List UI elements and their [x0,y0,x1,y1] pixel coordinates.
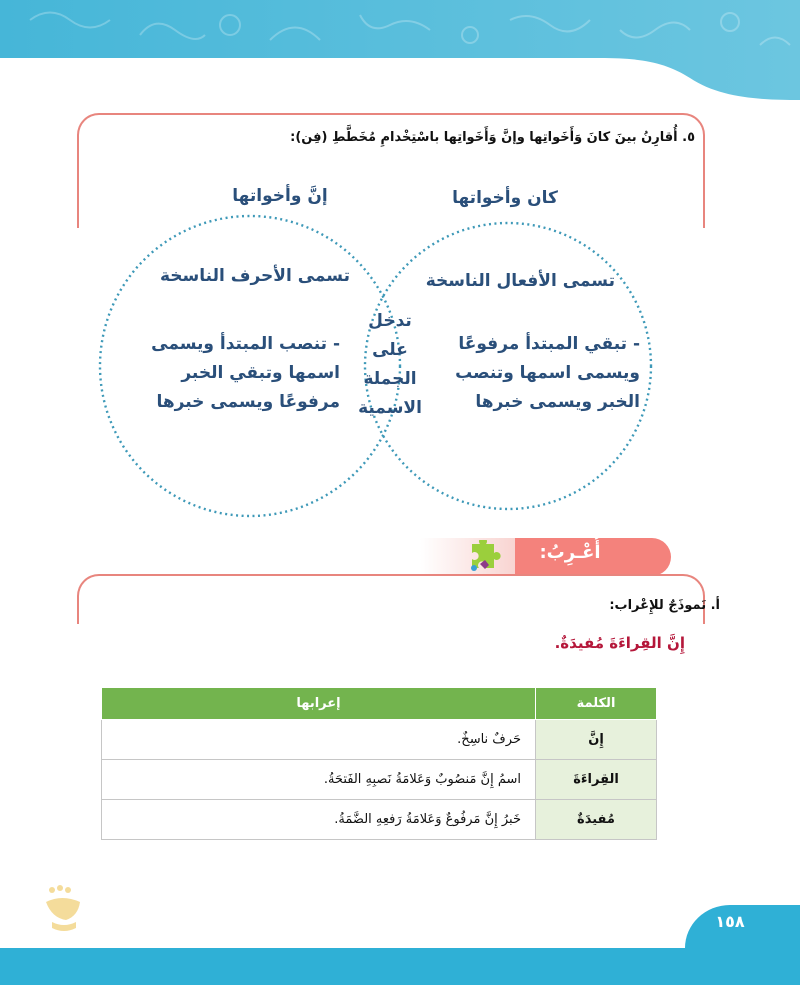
table-header-row [102,688,657,720]
table-row [102,800,657,840]
venn-title-inna: إنَّ وأخواتها [232,186,328,206]
question-5-text: ٥. أُقارِنُ بينَ كانَ وَأَخَواتِها وإنَّ وَأَخَواتِها باسْتِخْدامِ مُخَطَّطِ (فِن): [290,130,695,145]
cell-meaning: خَبرُ إِنَّ مَرفُوعٌ وَعَلامَةُ رَفعِهِ الضَّمَةُ. [102,800,536,840]
header-meaning: إعرابها [102,688,536,720]
example-sentence: إِنَّ القِراءَةَ مُفيدَةٌ. [554,634,685,652]
cell-meaning: حَرفٌ ناسِخٌ. [102,720,536,760]
publisher-logo-icon [40,884,86,934]
venn-body-kana-line: الخبر ويسمى خبرها [475,392,640,412]
venn-body-kana-line: ويسمى اسمها وتنصب [455,363,640,383]
cell-word: القِراءَةَ [536,760,657,800]
venn-body-inna-line: اسمها وتبقي الخبر [181,363,340,383]
section-title: أُعْـرِبُ: [539,542,601,563]
venn-center-line: على [372,340,408,360]
venn-body-kana [440,330,640,417]
venn-body-kana-line: - تبقي المبتدأ مرفوعًا [458,334,640,354]
table-row [102,720,657,760]
header-word: الكلمة [536,688,657,720]
example-subheading: أ. نَموذَجٌ للإِعْراب: [609,598,720,613]
venn-center-line: تدخل [368,311,412,331]
venn-subtitle-kana: تسمى الأفعال الناسخة [425,271,615,291]
venn-subtitle-inna: تسمى الأحرف الناسخة [160,266,350,286]
venn-body-inna-line: - تنصب المبتدأ ويسمى [151,334,340,354]
table-row [102,760,657,800]
bottom-bar [0,948,800,985]
cell-meaning: اسمُ إِنَّ مَنصُوبٌ وَعَلامَةُ نَصبِهِ الفَتحَةُ. [102,760,536,800]
page-number: ١٥٨ [715,912,745,931]
puzzle-icon [462,540,502,576]
venn-body-inna-line: مرفوعًا ويسمى خبرها [156,392,340,412]
cell-word: مُفيدَةٌ [536,800,657,840]
venn-intersection [340,307,440,423]
cell-word: إِنَّ [536,720,657,760]
venn-body-inna [140,330,340,417]
venn-center-line: الجملة [363,369,417,389]
venn-center-line: الاسمية [358,398,422,418]
venn-title-kana: كان وأخواتها [452,188,558,208]
irab-table [101,687,657,840]
